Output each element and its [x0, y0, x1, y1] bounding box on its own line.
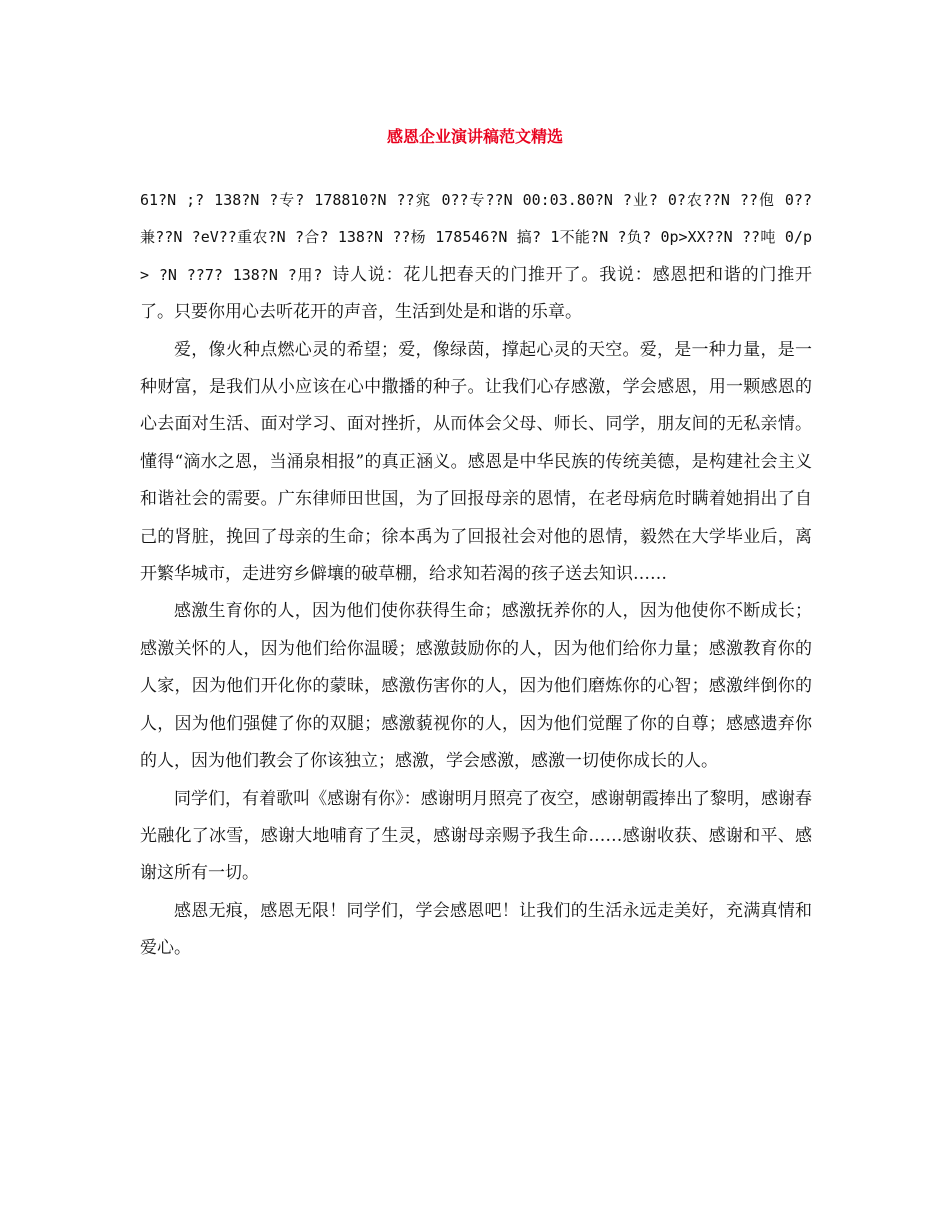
paragraph-closing: 感恩无痕，感恩无限！同学们，学会感恩吧！让我们的生活永远走美好，充满真情和爱心。: [140, 900, 812, 959]
intro-paragraph: [140, 182, 812, 332]
intro-text: 诗人说：花儿把春天的门推开了。我说：感恩把和谐的门推开了。只要你用心去听花开的声音，生活到处是和谐的乐章。: [140, 264, 812, 323]
paragraph-love: 爱，像火种点燃心灵的希望；爱，像绿茵，撑起心灵的天空。爱，是一种力量，是一种财富，是我们从小应该在心中撒播的种子。让我们心存感激，学会感恩，用一颗感恩的心去面对生活、面对学习、面对挫折，从而体会父母、师长、同学，朋友间的无私亲情。懂得“滴水之恩，当涌泉相报”的真正涵义。感恩是中华民族的传统美德，是构建社会主义和谐社会的需要。广东律师田世国，为了回报母亲的恩情，在老母病危时瞒着她捐出了自己的肾脏，挽回了母亲的生命；徐本禹为了回报社会对他的恩情，毅然在大学毕业后，离开繁华城市，走进穷乡僻壤的破草棚，给求知若渴的孩子送去知识……: [140, 339, 812, 585]
document-body: [140, 182, 812, 968]
paragraph-song: 同学们，有着歌叫《感谢有你》：感谢明月照亮了夜空，感谢朝霞捧出了黎明，感谢春光融化了冰雪，感谢大地哺育了生灵，感谢母亲赐予我生命……感谢收获、感谢和平、感谢这所有一切。: [140, 788, 812, 884]
paragraph-gratitude-list: 感激生育你的人，因为他们使你获得生命；感激抚养你的人，因为他使你不断成长；感激关怀的人，因为他们给你温暖；感激鼓励你的人，因为他们给你力量；感激教育你的人家，因为他们开化你的蒙昧，感激伤害你的人，因为他们磨炼你的心智；感激绊倒你的人，因为他们强健了你的双腿；感激藐视你的人，因为他们觉醒了你的自尊；感感遗弃你的人，因为他们教会了你该独立；感激，学会感激，感激一切使你成长的人。: [140, 601, 812, 772]
document-title: 感恩企业演讲稿范文精选: [386, 127, 563, 146]
garbled-code-text: 61?N ;? 138?N ?专? 178810?N ??宨 0??专??N 00:03.80?N ?业? 0?农??N ??佨 0??兼??N ?eV??重农?N ?合? 138?N ??杨 178546?N 搞? 1不能?N ?负? 0p>XX??N ??吨 0/p> ?N ??7? 138?N ?用?: [140, 191, 812, 284]
